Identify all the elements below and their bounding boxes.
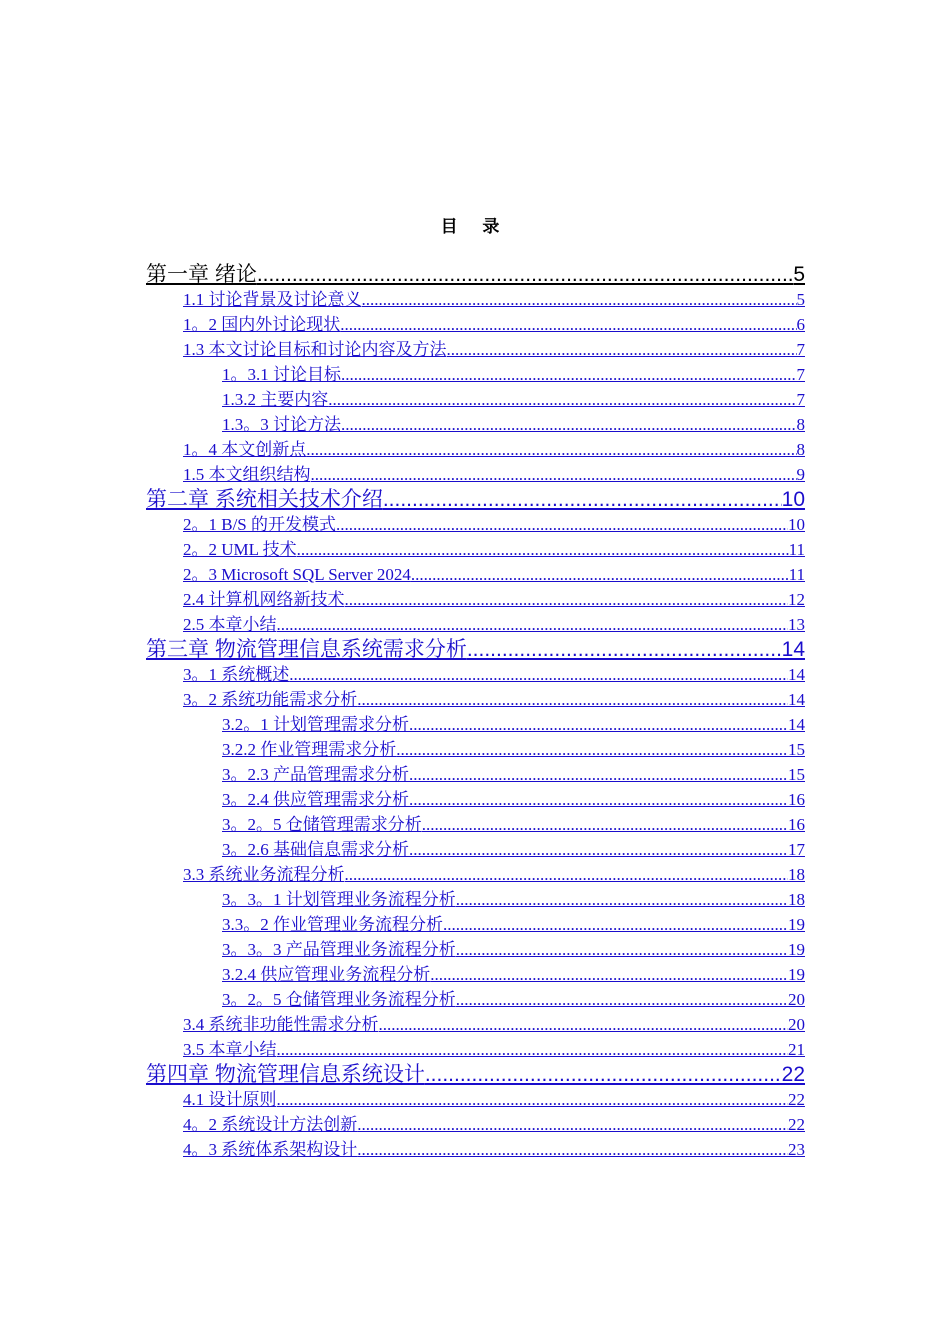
- toc-dot-leader: [409, 762, 788, 787]
- toc-entry[interactable]: [222, 912, 805, 937]
- toc-entry[interactable]: [183, 862, 805, 887]
- toc-dot-leader: [430, 962, 788, 987]
- toc-dot-leader: [456, 887, 788, 912]
- toc-dot-leader: [357, 1137, 788, 1162]
- toc-entry[interactable]: [183, 1087, 805, 1112]
- toc-dot-leader: [409, 712, 788, 737]
- toc-entry-page-number: 12: [788, 590, 805, 609]
- toc-entry-page-number: 10: [781, 488, 805, 511]
- toc-entry[interactable]: [183, 437, 805, 462]
- toc-entry-label: 3。2.3 产品管理需求分析: [222, 765, 409, 784]
- toc-entry-label: 1.3 本文讨论目标和讨论内容及方法: [183, 340, 447, 359]
- toc-entry-label: 2。3 Microsoft SQL Server 2024: [183, 565, 411, 584]
- toc-dot-leader: [456, 987, 788, 1012]
- toc-entry-label: 4。2 系统设计方法创新: [183, 1115, 358, 1134]
- toc-entry[interactable]: [222, 837, 805, 862]
- toc-entry-label: 3.2.2 作业管理需求分析: [222, 740, 397, 759]
- toc-entry[interactable]: [222, 812, 805, 837]
- toc-dot-leader: [357, 1112, 788, 1137]
- toc-entry[interactable]: [183, 687, 805, 712]
- toc-entry-page-number: 7: [796, 365, 805, 384]
- toc-entry-page-number: 11: [788, 565, 805, 584]
- toc-entry-page-number: 20: [788, 1015, 805, 1034]
- toc-dot-leader: [447, 337, 797, 362]
- toc-entry-page-number: 8: [796, 415, 805, 434]
- toc-entry-page-number: 19: [788, 965, 805, 984]
- toc-dot-leader: [456, 937, 788, 962]
- toc-entry-page-number: 14: [788, 690, 805, 709]
- toc-entry-page-number: 15: [788, 740, 805, 759]
- toc-dot-leader: [341, 412, 797, 437]
- toc-dot-leader: [297, 537, 789, 562]
- toc-dot-leader: [383, 487, 782, 512]
- toc-entry-page-number: 5: [796, 290, 805, 309]
- toc-entry[interactable]: [183, 312, 805, 337]
- toc-entry[interactable]: [222, 762, 805, 787]
- toc-entry[interactable]: [222, 362, 805, 387]
- toc-entry-label: 第三章 物流管理信息系统需求分析: [146, 638, 467, 661]
- toc-dot-leader: [311, 462, 797, 487]
- toc-entry-label: 1。2 国内外讨论现状: [183, 315, 341, 334]
- toc-entry-page-number: 23: [788, 1140, 805, 1159]
- toc-entry-label: 3。2 系统功能需求分析: [183, 690, 358, 709]
- toc-dot-leader: [336, 512, 788, 537]
- toc-entry[interactable]: [183, 1137, 805, 1162]
- toc-entry-label: 3.2。1 计划管理需求分析: [222, 715, 409, 734]
- toc-entry-page-number: 22: [788, 1090, 805, 1109]
- toc-entry-page-number: 6: [796, 315, 805, 334]
- toc-entry-page-number: 16: [788, 790, 805, 809]
- toc-entry[interactable]: [183, 462, 805, 487]
- toc-entry-page-number: 15: [788, 765, 805, 784]
- toc-entry-page-number: 18: [788, 865, 805, 884]
- toc-entry-page-number: 14: [788, 715, 805, 734]
- toc-dot-leader: [411, 562, 789, 587]
- toc-entry[interactable]: [146, 637, 805, 662]
- toc-entry-page-number: 16: [788, 815, 805, 834]
- toc-dot-leader: [345, 587, 789, 612]
- toc-entry[interactable]: [222, 737, 805, 762]
- toc-entry-label: 3.3 系统业务流程分析: [183, 865, 345, 884]
- toc-entry-label: 3。3。3 产品管理业务流程分析: [222, 940, 456, 959]
- toc-dot-leader: [277, 1087, 789, 1112]
- toc-entry-page-number: 5: [793, 263, 805, 286]
- toc-entry-page-number: 14: [781, 638, 805, 661]
- toc-dot-leader: [345, 862, 789, 887]
- toc-entry-page-number: 22: [788, 1115, 805, 1134]
- toc-entry[interactable]: [183, 587, 805, 612]
- toc-dot-leader: [425, 1062, 782, 1087]
- toc-dot-leader: [379, 1012, 789, 1037]
- toc-entry-label: 4。3 系统体系架构设计: [183, 1140, 358, 1159]
- toc-entry-label: 3。2.4 供应管理需求分析: [222, 790, 409, 809]
- toc-dot-leader: [443, 912, 788, 937]
- toc-dot-leader: [362, 287, 797, 312]
- toc-entry[interactable]: [222, 937, 805, 962]
- toc-dot-leader: [289, 662, 788, 687]
- toc-entry[interactable]: [183, 662, 805, 687]
- toc-entry-label: 第四章 物流管理信息系统设计: [146, 1063, 425, 1086]
- toc-dot-leader: [277, 612, 789, 637]
- toc-dot-leader: [396, 737, 788, 762]
- toc-entry-label: 3。2.6 基础信息需求分析: [222, 840, 409, 859]
- toc-entry-page-number: 20: [788, 990, 805, 1009]
- toc-entry-label: 3.3。2 作业管理业务流程分析: [222, 915, 443, 934]
- toc-entry-label: 3。3。1 计划管理业务流程分析: [222, 890, 456, 909]
- toc-entry-label: 3。2。5 仓储管理需求分析: [222, 815, 422, 834]
- toc-entry[interactable]: [146, 262, 805, 287]
- toc-entry[interactable]: [183, 562, 805, 587]
- toc-entry-label: 4.1 设计原则: [183, 1090, 277, 1109]
- toc-entry-page-number: 13: [788, 615, 805, 634]
- toc-entry-label: 2.4 计算机网络新技术: [183, 590, 345, 609]
- toc-entry-page-number: 11: [788, 540, 805, 559]
- toc-entry-label: 第二章 系统相关技术介绍: [146, 488, 383, 511]
- toc-entry[interactable]: [183, 287, 805, 312]
- toc-entry[interactable]: [183, 537, 805, 562]
- toc-entry[interactable]: [183, 337, 805, 362]
- toc-dot-leader: [357, 687, 788, 712]
- toc-entry-page-number: 19: [788, 915, 805, 934]
- toc-entry-page-number: 7: [796, 390, 805, 409]
- toc-entry-label: 1.1 讨论背景及讨论意义: [183, 290, 362, 309]
- toc-entry-label: 3.5 本章小结: [183, 1040, 277, 1059]
- toc-entry[interactable]: [222, 962, 805, 987]
- toc-entry[interactable]: [183, 1112, 805, 1137]
- toc-entry-page-number: 10: [788, 515, 805, 534]
- toc-entry[interactable]: [222, 412, 805, 437]
- toc-entry[interactable]: [183, 512, 805, 537]
- toc-entry[interactable]: [222, 787, 805, 812]
- toc-dot-leader: [306, 437, 796, 462]
- toc-dot-leader: [467, 637, 782, 662]
- toc-entry-label: 3。2。5 仓储管理业务流程分析: [222, 990, 456, 1009]
- toc-dot-leader: [409, 837, 788, 862]
- toc-entry-page-number: 14: [788, 665, 805, 684]
- toc-entry-label: 3.4 系统非功能性需求分析: [183, 1015, 379, 1034]
- toc-entry[interactable]: [146, 487, 805, 512]
- toc-entry[interactable]: [222, 887, 805, 912]
- toc-entry-page-number: 9: [796, 465, 805, 484]
- toc-entry-label: 2。2 UML 技术: [183, 540, 297, 559]
- toc-entry[interactable]: [146, 1062, 805, 1087]
- toc-entry-label: 3.2.4 供应管理业务流程分析: [222, 965, 431, 984]
- toc-entry-label: 2.5 本章小结: [183, 615, 277, 634]
- page-title: 目 录: [440, 217, 510, 236]
- toc-dot-leader: [341, 362, 797, 387]
- toc-entry-label: 1。3.1 讨论目标: [222, 365, 341, 384]
- toc-entry[interactable]: [222, 387, 805, 412]
- toc-entry-page-number: 22: [781, 1063, 805, 1086]
- toc-entry-label: 1.3.2 主要内容: [222, 390, 329, 409]
- table-of-contents: [146, 262, 805, 1162]
- toc-entry-label: 1.3。3 讨论方法: [222, 415, 341, 434]
- toc-dot-leader: [409, 787, 788, 812]
- toc-entry[interactable]: [222, 712, 805, 737]
- toc-dot-leader: [422, 812, 788, 837]
- toc-dot-leader: [340, 312, 796, 337]
- toc-entry-page-number: 17: [788, 840, 805, 859]
- toc-dot-leader: [277, 1037, 789, 1062]
- toc-entry-label: 1。4 本文创新点: [183, 440, 307, 459]
- toc-entry-label: 1.5 本文组织结构: [183, 465, 311, 484]
- toc-entry-label: 2。1 B/S 的开发模式: [183, 515, 337, 534]
- toc-dot-leader: [257, 262, 793, 287]
- toc-entry[interactable]: [183, 1012, 805, 1037]
- toc-entry-page-number: 8: [796, 440, 805, 459]
- toc-entry-label: 第一章 绪论: [146, 263, 257, 286]
- toc-entry[interactable]: [222, 987, 805, 1012]
- toc-entry-page-number: 18: [788, 890, 805, 909]
- toc-entry-page-number: 7: [796, 340, 805, 359]
- toc-entry[interactable]: [183, 1037, 805, 1062]
- toc-entry-page-number: 21: [788, 1040, 805, 1059]
- toc-entry-label: 3。1 系统概述: [183, 665, 290, 684]
- toc-entry[interactable]: [183, 612, 805, 637]
- toc-entry-page-number: 19: [788, 940, 805, 959]
- toc-dot-leader: [328, 387, 796, 412]
